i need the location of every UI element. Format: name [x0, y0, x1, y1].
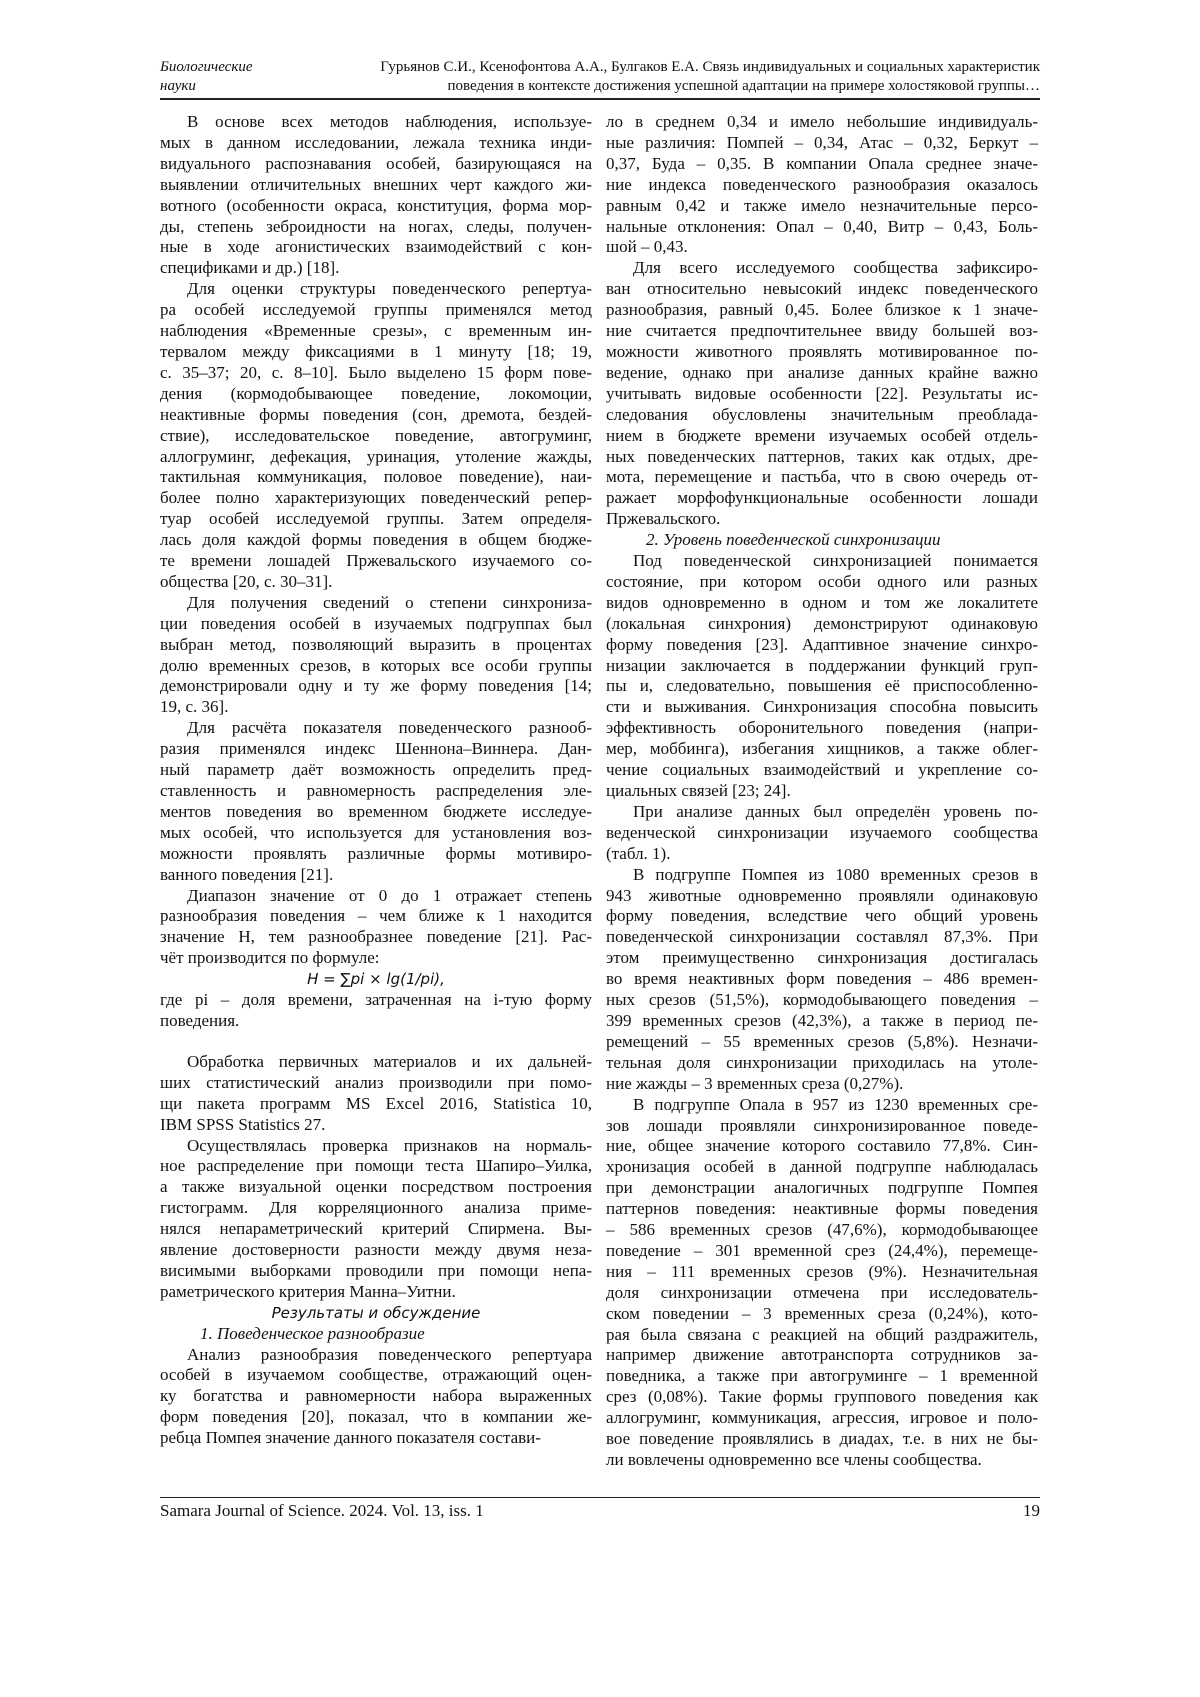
text-line: 943 животные одновременно проявляли одинаковую [606, 886, 1038, 907]
text-line: Осуществлялась проверка признаков на нормаль- [160, 1136, 592, 1157]
text-line: Анализ разнообразия поведенческого репертуара [160, 1345, 592, 1366]
text-line: ный параметр даёт возможность определить пред- [160, 760, 592, 781]
text-line: поведения. [160, 1011, 592, 1032]
text-line: аллогруминг, коммуникация, агрессия, игровое и поло- [606, 1408, 1038, 1429]
text-line: при демонстрации аналогичных подгруппе Помпея [606, 1178, 1038, 1199]
text-line: демонстрировали одну и ту же форму поведения [14; [160, 676, 592, 697]
paragraph [606, 258, 1038, 530]
text-line: 399 временных срезов (42,3%), а также в период пе- [606, 1011, 1038, 1032]
text-line: нялся непараметрический критерий Спирмена. Вы- [160, 1219, 592, 1240]
text-line: ное распределение при помощи теста Шапиро–Уилка, [160, 1156, 592, 1177]
text-line: В основе всех методов наблюдения, используе- [160, 112, 592, 133]
text-line: выбран метод, позволяющий выразить в процентах [160, 635, 592, 656]
text-line: ло в среднем 0,34 и имело небольшие индивидуаль- [606, 112, 1038, 133]
text-line: ние считается предпочтительнее ввиду большей воз- [606, 321, 1038, 342]
text-line: туар особей исследуемой группы. Затем определя- [160, 509, 592, 530]
journal-section [160, 58, 253, 96]
paragraph [160, 1136, 592, 1303]
text-line: ствие), исследовательское поведение, автогруминг, [160, 426, 592, 447]
subheading [160, 1324, 592, 1345]
text-line: Для расчёта показателя поведенческого разнооб- [160, 718, 592, 739]
text-line: лась доля каждой формы поведения в общем бюдже- [160, 530, 592, 551]
text-line: явление достоверности разности между двумя неза- [160, 1240, 592, 1261]
text-line: Пржевальского. [606, 509, 1038, 530]
text-line: раметрического критерия Манна–Уитни. [160, 1282, 592, 1303]
text-line: видуального распознавания особей, базирующаяся на [160, 154, 592, 175]
text-line: форму поведения [23]. Адаптивное значение синхро- [606, 635, 1038, 656]
text-line: ставленность и равномерность распределения эле- [160, 781, 592, 802]
heading [160, 1303, 592, 1324]
page-footer [160, 1497, 1040, 1498]
text-line: Для всего исследуемого сообщества зафиксиро- [606, 258, 1038, 279]
text-line: поведение – 301 временной срез (24,4%), перемеще- [606, 1241, 1038, 1262]
text-line: нальные отклонения: Опал – 0,40, Витр – 0,43, Боль- [606, 217, 1038, 238]
text-line: мых в данном исследовании, лежала техника инди- [160, 133, 592, 154]
text-line: тельная доля синхронизации приходилась на утоле- [606, 1053, 1038, 1074]
text-line: значение H, тем разнообразнее поведение [21]. Рас- [160, 927, 592, 948]
text-line: доля синхронизации отмечена при исследователь- [606, 1283, 1038, 1304]
text-line: тервалом между фиксациями в 1 минуту [18; 19, [160, 342, 592, 363]
section-line: Биологические [160, 58, 253, 77]
section-heading: Результаты и обсуждение [160, 1303, 592, 1324]
text-line: 0,37, Буда – 0,35. В компании Опала среднее значе- [606, 154, 1038, 175]
subsection-heading: 1. Поведенческое разнообразие [160, 1324, 592, 1345]
text-line: низации заключается в поддержании функций груп- [606, 656, 1038, 677]
text-line: паттернов поведения: неактивные формы поведения [606, 1199, 1038, 1220]
subsection-heading: 2. Уровень поведенческой синхронизации [606, 530, 1038, 551]
text-line: чение социальных взаимодействий и укрепление со- [606, 760, 1038, 781]
text-line: 19, с. 36]. [160, 697, 592, 718]
title-line: Гурьянов С.И., Ксенофонтова А.А., Булгаков Е.А. Связь индивидуальных и социальных характеристик [310, 58, 1040, 77]
text-line: ние индекса поведенческого разнообразия оказалось [606, 175, 1038, 196]
text-line: можности животного проявлять мотивированное по- [606, 342, 1038, 363]
text-line: например движение автотранспорта сотрудников за- [606, 1345, 1038, 1366]
text-line: состояние, при котором особи одного или разных [606, 572, 1038, 593]
text-line: мер, моббинга), избегания хищников, а также облег- [606, 739, 1038, 760]
paragraph [606, 802, 1038, 865]
text-line: Обработка первичных материалов и их дальней- [160, 1052, 592, 1073]
text-line: разнообразия поведения – чем ближе к 1 находится [160, 906, 592, 927]
text-line: ние жажды – 3 временных среза (0,27%). [606, 1074, 1038, 1095]
text-line: срез (0,08%). Такие формы группового поведения как [606, 1387, 1038, 1408]
formula [160, 969, 592, 990]
text-line: ных поведенческих паттернов, таких как отдых, дре- [606, 447, 1038, 468]
text-line: ра особей исследуемой группы применялся метод [160, 300, 592, 321]
paragraph [160, 1052, 592, 1136]
title-line: поведения в контексте достижения успешной адаптации на примере холостяковой группы… [310, 77, 1040, 96]
paragraph [160, 593, 592, 718]
text-line: щи пакета программ MS Excel 2016, Statistica 10, [160, 1094, 592, 1115]
paragraph [160, 990, 592, 1032]
subheading [606, 530, 1038, 551]
text-line: форму поведения, вследствие чего общий уровень [606, 906, 1038, 927]
text-line: ные в ходе агонистических взаимодействий с кон- [160, 237, 592, 258]
text-line: особей в изучаемом сообществе, отражающий оцен- [160, 1365, 592, 1386]
text-line: учитывать видовые особенности [22]. Результаты ис- [606, 384, 1038, 405]
text-line: ных срезов (51,5%), кормодобывающего поведения – [606, 990, 1038, 1011]
text-line: Диапазон значение от 0 до 1 отражает степень [160, 886, 592, 907]
text-line: следования обусловлены значительным преоблада- [606, 405, 1038, 426]
text-line: IBM SPSS Statistics 27. [160, 1115, 592, 1136]
text-line: гистограмм. Для корреляционного анализа приме- [160, 1198, 592, 1219]
text-line: а также визуальной оценки посредством построения [160, 1177, 592, 1198]
text-line: ментов поведения во временном бюджете исследуе- [160, 802, 592, 823]
paragraph-spacer [160, 1032, 592, 1052]
text-line: общества [20, с. 30–31]. [160, 572, 592, 593]
text-line: вотного (особенности окраса, конституция, форма мор- [160, 196, 592, 217]
paragraph [160, 112, 592, 279]
text-line: ку богатства и равномерности набора выраженных [160, 1386, 592, 1407]
section-line: науки [160, 77, 253, 96]
text-line: зов лошади проявляли синхронизированное поведе- [606, 1116, 1038, 1137]
text-line: В подгруппе Опала в 957 из 1230 временных сре- [606, 1095, 1038, 1116]
text-line: наблюдения «Временные срезы», с временным ин- [160, 321, 592, 342]
text-line: Под поведенческой синхронизацией понимается [606, 551, 1038, 572]
text-line: – 586 временных срезов (47,6%), кормодобывающее [606, 1220, 1038, 1241]
text-line: аллогруминг, дефекация, уринация, утоление жажды, [160, 447, 592, 468]
text-line: эффективность оборонительного поведения (напри- [606, 718, 1038, 739]
text-line: чёт производится по формуле: [160, 948, 592, 969]
text-line: висимыми выборками проводили при помощи непа- [160, 1261, 592, 1282]
text-line: форм поведения [20], показал, что в компании же- [160, 1407, 592, 1428]
text-line: ние, общее значение которого составило 77,8%. Син- [606, 1136, 1038, 1157]
text-line: видов одновременно в одном и том же локалитете [606, 593, 1038, 614]
text-line: ния – 111 временных срезов (9%). Незначительная [606, 1262, 1038, 1283]
text-line: ван относительно невысокий индекс поведенческого [606, 279, 1038, 300]
text-line: ском поведении – 3 временных среза (0,24%), кото- [606, 1304, 1038, 1325]
text-line: пы и, следовательно, повышения её приспособленно- [606, 676, 1038, 697]
text-line: ли вовлечены одновременно все члены сообщества. [606, 1450, 1038, 1471]
running-header [160, 58, 1040, 100]
right-text-column [606, 112, 1038, 1471]
text-line: В подгруппе Помпея из 1080 временных срезов в [606, 865, 1038, 886]
text-line: шой – 0,43. [606, 237, 1038, 258]
text-line: нием в бюджете времени изучаемых особей отдель- [606, 426, 1038, 447]
text-line: хронизация особей в данной подгруппе наблюдалась [606, 1157, 1038, 1178]
text-line: Для оценки структуры поведенческого репертуа- [160, 279, 592, 300]
text-line: долю временных срезов, в которых все особи группы [160, 656, 592, 677]
text-line: ведение, однако при анализе данных крайне важно [606, 363, 1038, 384]
text-line: ды, степень зеброидности на ногах, следы, получен- [160, 217, 592, 238]
text-line: ражает морфофункциональные особенности лошади [606, 488, 1038, 509]
paragraph [606, 551, 1038, 802]
left-text-column [160, 112, 592, 1449]
text-line: поведенческой синхронизации составлял 87,3%. При [606, 927, 1038, 948]
paragraph [160, 279, 592, 593]
text-line: более полно характеризующих поведенческий репер- [160, 488, 592, 509]
text-line: разия применялся индекс Шеннона–Виннера. Дан- [160, 739, 592, 760]
text-line: ные различия: Помпей – 0,34, Атас – 0,32, Беркут – [606, 133, 1038, 154]
text-line: (табл. 1). [606, 844, 1038, 865]
text-line: можности проявлять различные формы мотивиро- [160, 844, 592, 865]
paragraph [160, 1345, 592, 1450]
text-line: поведника, а также при автогруминге – 1 временной [606, 1366, 1038, 1387]
paragraph [160, 718, 592, 885]
paragraph [606, 865, 1038, 1095]
text-line: сти и выживания. Синхронизация способна повысить [606, 697, 1038, 718]
text-line: те времени лошадей Пржевальского изучаемого со- [160, 551, 592, 572]
text-line: дения (кормодобывающее поведение, локомоции, [160, 384, 592, 405]
text-line: ремещений – 55 временных срезов (5,8%). Незначи- [606, 1032, 1038, 1053]
page-number: 19 [1023, 1500, 1040, 1522]
text-line: разнообразия, равный 0,45. Более близкое к 1 значе- [606, 300, 1038, 321]
text-line: спецификами и др.) [18]. [160, 258, 592, 279]
article-title-header [310, 58, 1040, 96]
text-line: ребца Помпея значение данного показателя состави- [160, 1428, 592, 1449]
text-line: выявлении отличительных внешних черт каждого жи- [160, 175, 592, 196]
text-line: вое поведение проявлялись в диадах, т.е. в них не бы- [606, 1429, 1038, 1450]
text-line: мота, перемещение и пастьба, что в свою очередь от- [606, 467, 1038, 488]
text-line: ции поведения особей в изучаемых подгруппах был [160, 614, 592, 635]
text-line: (локальная синхрония) демонстрируют одинаковую [606, 614, 1038, 635]
text-line: ванного поведения [21]. [160, 865, 592, 886]
journal-citation: Samara Journal of Science. 2024. Vol. 13, iss. 1 [160, 1500, 484, 1522]
text-line: рая была связана с реакцией на общий раздражитель, [606, 1325, 1038, 1346]
text-line: где pi – доля времени, затраченная на i-тую форму [160, 990, 592, 1011]
text-line: тактильная коммуникация, половое поведение), наи- [160, 467, 592, 488]
formula: H = ∑pi × lg(1/pi), [160, 969, 592, 990]
text-line: веденческой синхронизации изучаемого сообщества [606, 823, 1038, 844]
paragraph [606, 112, 1038, 258]
paragraph [160, 886, 592, 970]
paragraph [606, 1095, 1038, 1471]
text-line: мых особей, что используется для установления воз- [160, 823, 592, 844]
text-line: неактивные формы поведения (сон, дремота, бездей- [160, 405, 592, 426]
text-line: с. 35–37; 20, с. 8–10]. Было выделено 15 форм пове- [160, 363, 592, 384]
text-line: этом преимущественно синхронизация достигалась [606, 948, 1038, 969]
text-line: Для получения сведений о степени синхрониза- [160, 593, 592, 614]
text-line: циальных связей [23; 24]. [606, 781, 1038, 802]
text-line: При анализе данных был определён уровень по- [606, 802, 1038, 823]
text-line: ших статистический анализ производили при помо- [160, 1073, 592, 1094]
text-line: равным 0,42 и также имело незначительные персо- [606, 196, 1038, 217]
text-line: во время неактивных форм поведения – 486 времен- [606, 969, 1038, 990]
